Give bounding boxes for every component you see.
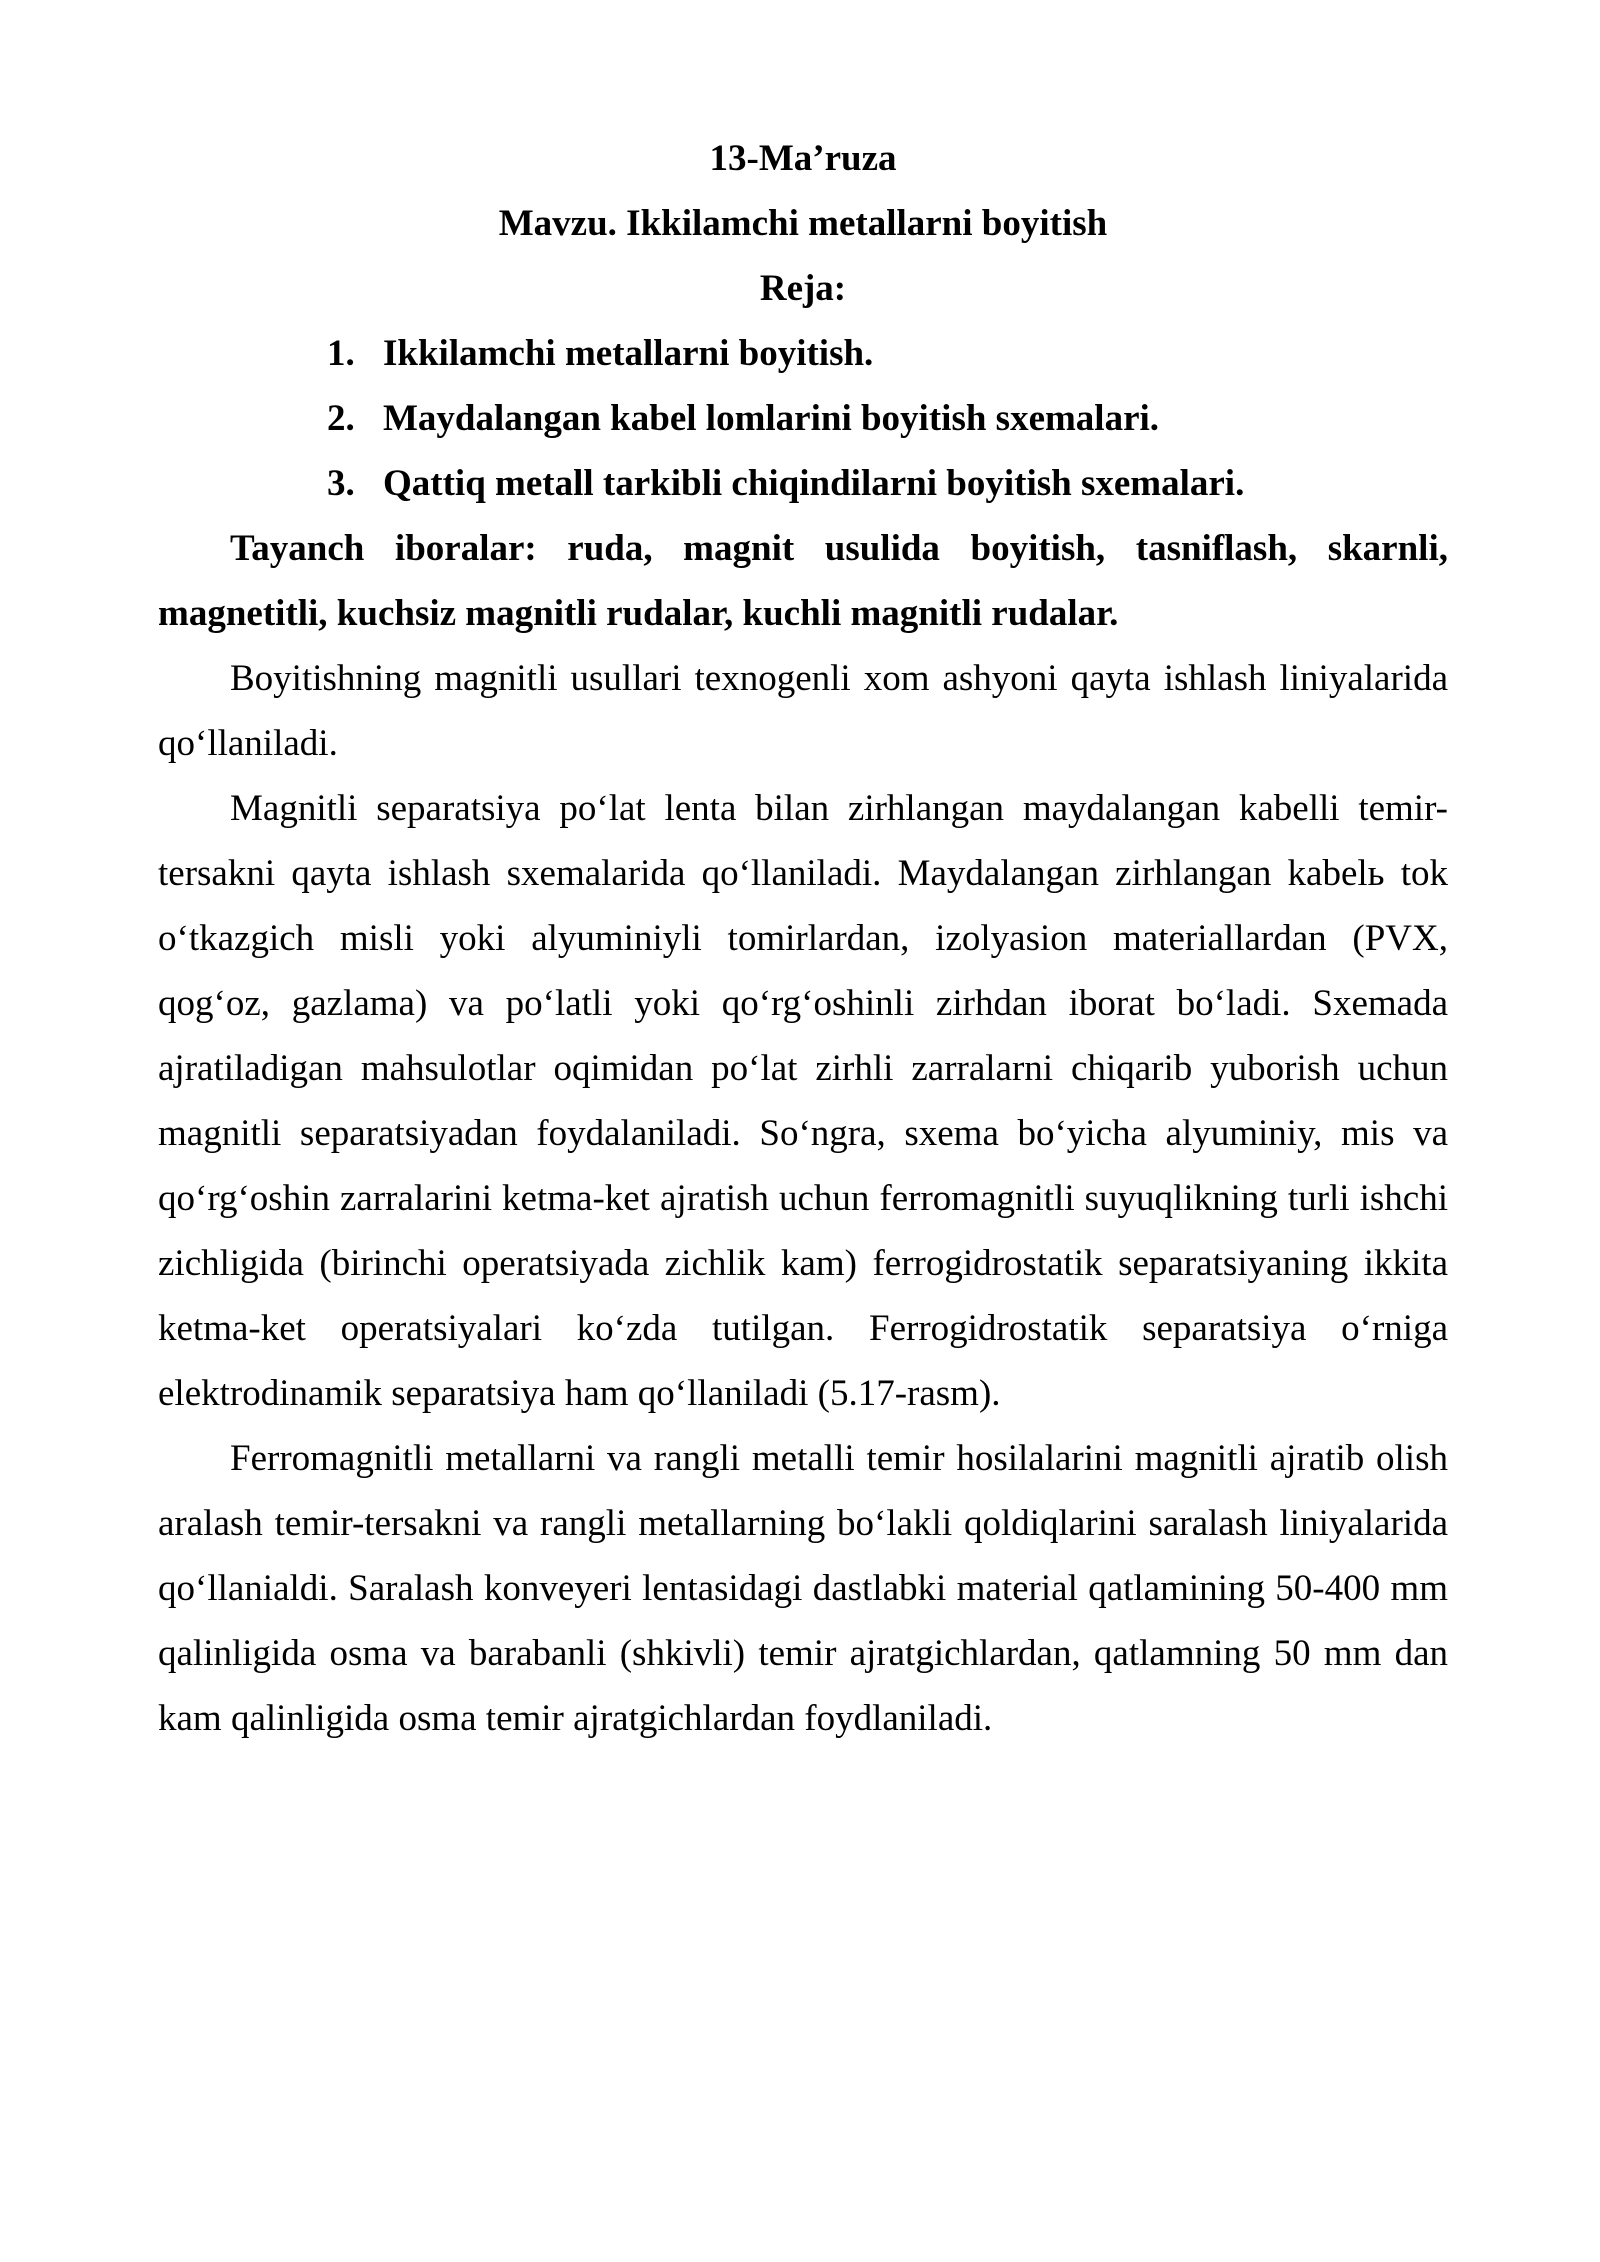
- plan-item-1-number: 1.: [327, 333, 355, 374]
- plan-item-2-number: 2.: [327, 398, 355, 439]
- plan-item-1: [327, 321, 1448, 386]
- plan-heading: Reja:: [759, 268, 847, 309]
- plan-item-2-text: Maydalangan kabel lomlarini boyitish sxemalari.: [383, 398, 1160, 439]
- plan-item-3-number: 3.: [327, 463, 355, 504]
- lecture-subtitle: Mavzu. Ikkilamchi metallarni boyitish: [498, 203, 1108, 244]
- body-paragraph-2: Magnitli separatsiya po‘lat lenta bilan zirhlangan maydalangan kabelli temir-tersakni qayta ishlash sxemalarida qo‘llaniladi. Maydalangan zirhlangan kabelь tok o‘tkazgich misli yoki alyuminiyli tomirlardan, izolyasion materiallardan (PVX, qog‘oz, gazlama) va po‘latli yoki qo‘rg‘oshinli zirhdan iborat bo‘ladi. Sxemada ajratiladigan mahsulotlar oqimidan po‘lat zirhli zarralarni chiqarib yuborish uchun magnitli separatsiyadan foydalaniladi. So‘ngra, sxema bo‘yicha alyuminiy, mis va qo‘rg‘oshin zarralarini ketma-ket ajratish uchun ferromagnitli suyuqlikning turli ishchi zichligida (birinchi operatsiyada zichlik kam) ferrogidrostatik separatsiyaning ikkita ketma-ket operatsiyalari ko‘zda tutilgan. Ferrogidrostatik separatsiya o‘rniga elektrodinamik separatsiya ham qo‘llaniladi (5.17-rasm).: [158, 788, 1448, 1414]
- plan-list: [327, 321, 1448, 516]
- plan-item-2: [327, 386, 1448, 451]
- plan-item-3-text: Qattiq metall tarkibli chiqindilarni boyitish sxemalari.: [383, 463, 1245, 504]
- lecture-title: 13-Ma’ruza: [709, 138, 897, 179]
- body-paragraph-1: Boyitishning magnitli usullari texnogenli xom ashyoni qayta ishlash liniyalarida qo‘llaniladi.: [158, 658, 1448, 764]
- plan-item-1-text: Ikkilamchi metallarni boyitish.: [383, 333, 874, 374]
- keywords-paragraph: Tayanch iboralar: ruda, magnit usulida boyitish, tasniflash, skarnli, magnetitli, kuchsiz magnitli rudalar, kuchli magnitli rudalar.: [158, 528, 1448, 634]
- body-paragraph-3: Ferromagnitli metallarni va rangli metalli temir hosilalarini magnitli ajratib olish aralash temir-tersakni va rangli metallarning bo‘lakli qoldiqlarini saralash liniyalarida qo‘llanialdi. Saralash konveyeri lentasidagi dastlabki material qatlamining 50-400 mm qalinligida osma va barabanli (shkivli) temir ajratgichlardan, qatlamning 50 mm dan kam qalinligida osma temir ajratgichlardan foydlaniladi.: [158, 1438, 1448, 1739]
- plan-item-3: [327, 451, 1448, 516]
